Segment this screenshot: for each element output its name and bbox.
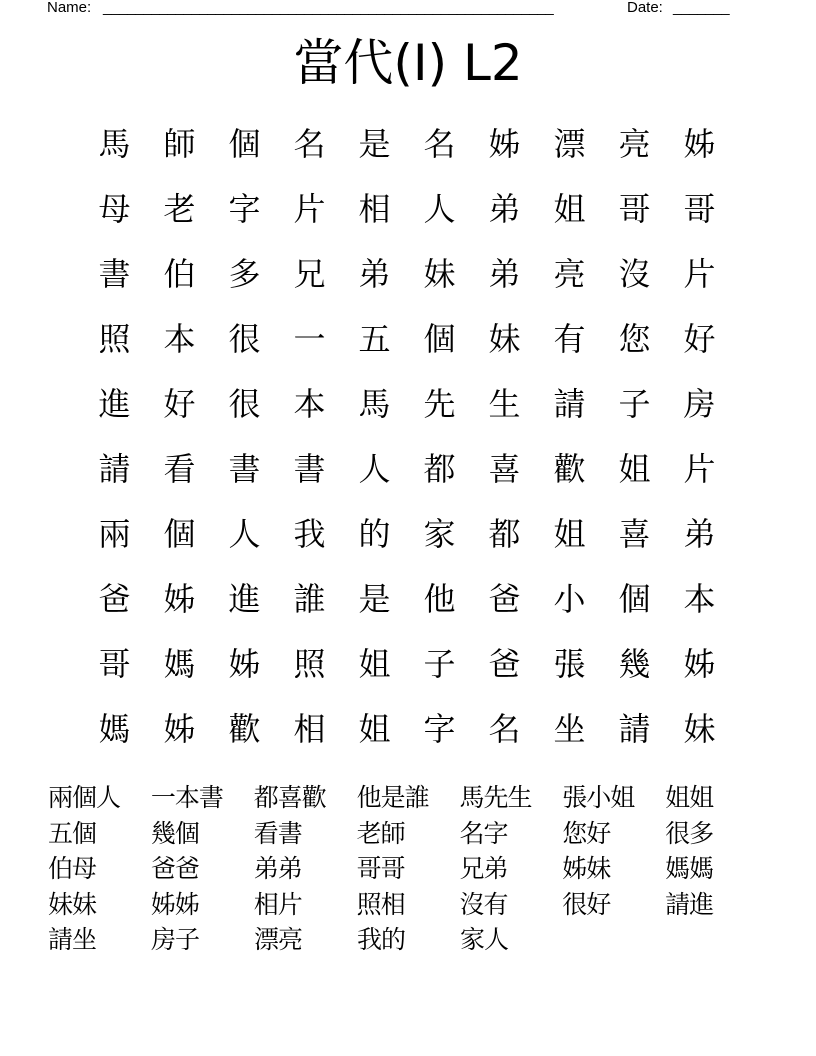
grid-cell: 家 bbox=[423, 514, 456, 553]
word-bank-item: 妹妹 bbox=[48, 889, 97, 919]
word-bank-item: 伯母 bbox=[48, 854, 97, 883]
date-field: _______ bbox=[673, 0, 730, 16]
grid-cell: 喜 bbox=[488, 449, 521, 488]
grid-cell: 看 bbox=[163, 449, 196, 488]
grid-cell: 好 bbox=[163, 384, 196, 423]
grid-cell: 書 bbox=[98, 254, 131, 293]
header-line bbox=[47, 0, 747, 20]
word-bank bbox=[48, 780, 768, 958]
grid-cell: 母 bbox=[98, 189, 131, 228]
grid-cell: 我 bbox=[293, 514, 326, 553]
grid-row bbox=[82, 566, 732, 631]
grid-cell: 爸 bbox=[488, 644, 521, 683]
grid-cell: 弟 bbox=[488, 254, 521, 293]
grid-cell: 亮 bbox=[618, 124, 651, 163]
grid-cell: 張 bbox=[553, 644, 586, 683]
name-label: Name: bbox=[47, 0, 92, 16]
grid-cell: 請 bbox=[618, 709, 651, 748]
grid-cell: 書 bbox=[293, 449, 326, 488]
grid-cell: 姐 bbox=[358, 709, 391, 748]
word-search-grid bbox=[82, 111, 732, 761]
word-bank-item: 老師 bbox=[356, 818, 405, 848]
grid-cell: 哥 bbox=[98, 644, 131, 683]
word-bank-row bbox=[48, 816, 768, 852]
word-bank-item: 相片 bbox=[253, 889, 302, 919]
word-bank-item: 他是誰 bbox=[356, 783, 429, 812]
grid-cell: 好 bbox=[683, 319, 716, 358]
grid-cell: 本 bbox=[163, 319, 196, 358]
word-bank-item: 一本書 bbox=[150, 783, 223, 812]
grid-cell: 的 bbox=[358, 514, 391, 553]
grid-cell: 照 bbox=[98, 319, 131, 358]
grid-cell: 姊 bbox=[488, 124, 521, 163]
word-bank-item: 五個 bbox=[48, 818, 97, 848]
grid-cell: 誰 bbox=[293, 579, 326, 618]
grid-cell: 生 bbox=[488, 384, 521, 423]
word-bank-item: 房子 bbox=[151, 925, 200, 954]
word-bank-item: 姊妹 bbox=[562, 854, 611, 883]
word-bank-item: 很多 bbox=[665, 818, 714, 848]
grid-cell: 人 bbox=[423, 189, 456, 228]
grid-row bbox=[82, 696, 732, 761]
grid-cell: 人 bbox=[358, 449, 391, 488]
grid-cell: 姊 bbox=[228, 644, 261, 683]
grid-cell: 爸 bbox=[488, 579, 521, 618]
grid-cell: 姊 bbox=[683, 124, 716, 163]
grid-cell: 片 bbox=[293, 189, 326, 228]
grid-cell: 片 bbox=[683, 254, 716, 293]
grid-cell: 五 bbox=[358, 319, 391, 358]
word-bank-item: 我的 bbox=[357, 925, 406, 954]
grid-cell: 都 bbox=[423, 449, 456, 488]
word-bank-item: 哥哥 bbox=[356, 854, 405, 883]
grid-cell: 您 bbox=[618, 319, 651, 358]
word-bank-item: 幾個 bbox=[150, 818, 199, 848]
grid-cell: 師 bbox=[163, 124, 196, 163]
grid-cell: 兄 bbox=[293, 254, 326, 293]
word-bank-item: 姊姊 bbox=[150, 889, 199, 919]
grid-cell: 爸 bbox=[98, 579, 131, 618]
grid-cell: 歡 bbox=[228, 709, 261, 748]
grid-cell: 子 bbox=[423, 644, 456, 683]
grid-cell: 請 bbox=[98, 449, 131, 488]
grid-cell: 姐 bbox=[358, 644, 391, 683]
word-bank-row bbox=[48, 887, 768, 923]
word-bank-item: 看書 bbox=[253, 818, 302, 848]
grid-cell: 相 bbox=[293, 709, 326, 748]
word-bank-item: 請坐 bbox=[48, 925, 97, 954]
date-label: Date: bbox=[627, 0, 663, 16]
grid-cell: 多 bbox=[228, 254, 261, 293]
grid-cell: 照 bbox=[293, 644, 326, 683]
word-bank-item: 兩個人 bbox=[48, 783, 121, 812]
grid-cell: 媽 bbox=[163, 644, 196, 683]
grid-cell: 姊 bbox=[163, 579, 196, 618]
grid-cell: 很 bbox=[228, 319, 261, 358]
grid-cell: 他 bbox=[423, 579, 456, 618]
grid-cell: 有 bbox=[553, 319, 586, 358]
word-bank-item: 家人 bbox=[460, 925, 509, 954]
grid-cell: 姐 bbox=[553, 514, 586, 553]
word-bank-item: 兄弟 bbox=[459, 854, 508, 883]
grid-cell: 妹 bbox=[683, 709, 716, 748]
grid-cell: 妹 bbox=[423, 254, 456, 293]
word-bank-item: 馬先生 bbox=[459, 783, 532, 812]
grid-cell: 相 bbox=[358, 189, 391, 228]
grid-cell: 字 bbox=[423, 709, 456, 748]
word-bank-item: 很好 bbox=[562, 889, 611, 919]
grid-cell: 是 bbox=[358, 579, 391, 618]
word-bank-item: 沒有 bbox=[459, 889, 508, 919]
grid-cell: 哥 bbox=[618, 189, 651, 228]
grid-row bbox=[82, 176, 732, 241]
word-bank-item: 漂亮 bbox=[254, 925, 303, 954]
word-bank-item: 請進 bbox=[665, 889, 714, 919]
grid-cell: 妹 bbox=[488, 319, 521, 358]
grid-cell: 喜 bbox=[618, 514, 651, 553]
grid-cell: 哥 bbox=[683, 189, 716, 228]
grid-cell: 字 bbox=[228, 189, 261, 228]
grid-cell: 小 bbox=[553, 579, 586, 618]
grid-row bbox=[82, 111, 732, 176]
grid-cell: 伯 bbox=[163, 254, 196, 293]
grid-row bbox=[82, 371, 732, 436]
word-bank-row bbox=[48, 922, 768, 958]
name-field: ________________________________________________________ bbox=[103, 0, 554, 16]
grid-cell: 很 bbox=[228, 384, 261, 423]
grid-cell: 弟 bbox=[488, 189, 521, 228]
grid-cell: 片 bbox=[683, 449, 716, 488]
grid-cell: 進 bbox=[228, 579, 261, 618]
grid-cell: 一 bbox=[293, 319, 326, 358]
word-bank-item: 照相 bbox=[356, 889, 405, 919]
grid-cell: 老 bbox=[163, 189, 196, 228]
grid-cell: 個 bbox=[228, 124, 261, 163]
grid-cell: 亮 bbox=[553, 254, 586, 293]
word-bank-item: 姐姐 bbox=[665, 783, 714, 812]
grid-cell: 個 bbox=[618, 579, 651, 618]
grid-cell: 馬 bbox=[98, 124, 131, 163]
grid-row bbox=[82, 436, 732, 501]
grid-cell: 個 bbox=[163, 514, 196, 553]
grid-cell: 兩 bbox=[98, 514, 131, 553]
grid-cell: 弟 bbox=[683, 514, 716, 553]
grid-cell: 人 bbox=[228, 514, 261, 553]
word-bank-item: 您好 bbox=[562, 818, 611, 848]
grid-cell: 請 bbox=[553, 384, 586, 423]
grid-cell: 個 bbox=[423, 319, 456, 358]
word-bank-item: 媽媽 bbox=[665, 854, 714, 883]
grid-cell: 子 bbox=[618, 384, 651, 423]
grid-cell: 名 bbox=[423, 124, 456, 163]
grid-cell: 本 bbox=[683, 579, 716, 618]
grid-cell: 沒 bbox=[618, 254, 651, 293]
grid-cell: 姐 bbox=[618, 449, 651, 488]
grid-cell: 是 bbox=[358, 124, 391, 163]
grid-cell: 姊 bbox=[683, 644, 716, 683]
word-bank-item: 名字 bbox=[459, 818, 508, 848]
word-bank-row bbox=[48, 851, 768, 887]
grid-cell: 歡 bbox=[553, 449, 586, 488]
grid-cell: 馬 bbox=[358, 384, 391, 423]
grid-cell: 名 bbox=[488, 709, 521, 748]
word-bank-item: 張小姐 bbox=[562, 783, 635, 812]
grid-cell: 弟 bbox=[358, 254, 391, 293]
word-bank-item: 都喜歡 bbox=[253, 783, 326, 812]
grid-cell: 書 bbox=[228, 449, 261, 488]
grid-cell: 姊 bbox=[163, 709, 196, 748]
grid-cell: 都 bbox=[488, 514, 521, 553]
grid-cell: 進 bbox=[98, 384, 131, 423]
grid-cell: 媽 bbox=[98, 709, 131, 748]
grid-row bbox=[82, 306, 732, 371]
grid-cell: 坐 bbox=[553, 709, 586, 748]
word-bank-item: 弟弟 bbox=[253, 854, 302, 883]
grid-cell: 幾 bbox=[618, 644, 651, 683]
worksheet-title: 當代(I) L2 bbox=[293, 34, 523, 92]
grid-row bbox=[82, 241, 732, 306]
grid-cell: 名 bbox=[293, 124, 326, 163]
grid-row bbox=[82, 501, 732, 566]
grid-cell: 先 bbox=[423, 384, 456, 423]
grid-cell: 漂 bbox=[553, 124, 586, 163]
grid-cell: 本 bbox=[293, 384, 326, 423]
grid-cell: 姐 bbox=[553, 189, 586, 228]
word-bank-item: 爸爸 bbox=[150, 854, 199, 883]
grid-row bbox=[82, 631, 732, 696]
grid-cell: 房 bbox=[683, 384, 716, 423]
word-bank-row bbox=[48, 780, 768, 816]
